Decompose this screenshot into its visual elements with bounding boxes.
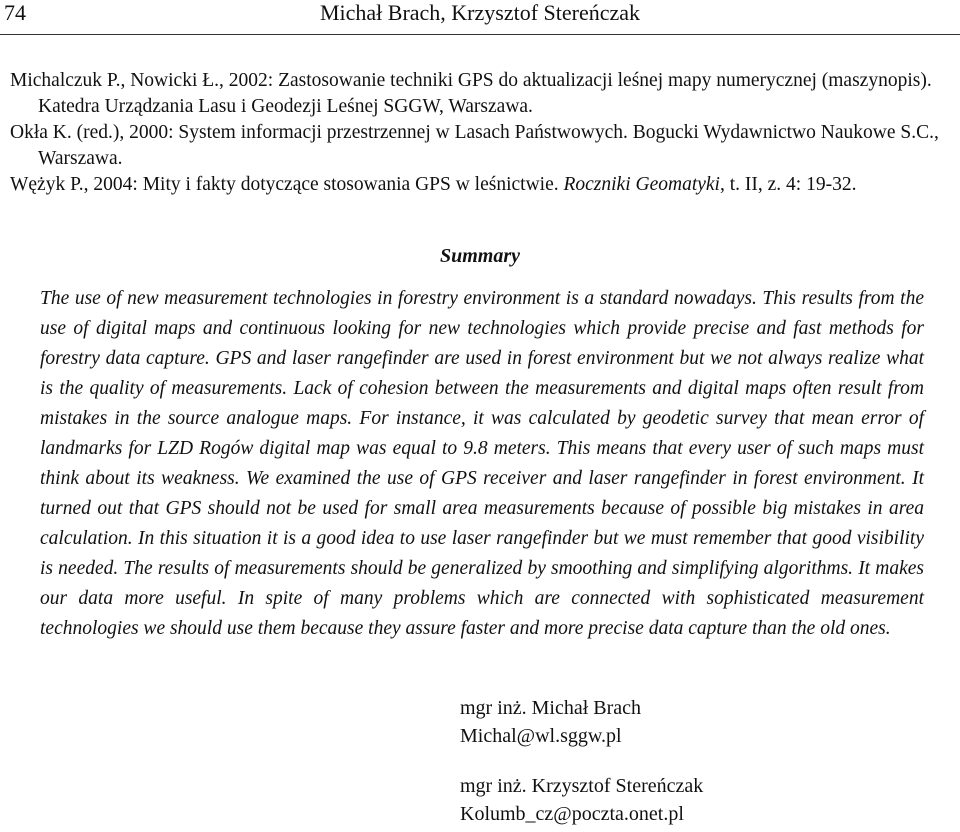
reference-item [10,120,950,172]
author-spacer [460,750,703,772]
reference-list [10,68,950,198]
reference-text: Okła K. (red.), 2000: System informacji przestrzennej w Lasach Państwowych. Bogucki Wydawnictwo Naukowe S.C., Warszawa. [10,122,939,169]
author-block [460,694,703,828]
reference-journal: Roczniki Geomatyki [563,174,720,195]
reference-tail: , t. II, z. 4: 19-32. [719,174,857,195]
page-number: 74 [4,0,26,25]
author-name: mgr inż. Krzysztof Stereńczak [460,775,704,797]
summary-title: Summary [439,245,521,267]
page-header [0,0,960,40]
header-rule [0,34,960,35]
running-title: Michał Brach, Krzysztof Stereńczak [319,0,641,25]
author-email[interactable]: Kolumb_cz@poczta.onet.pl [460,803,684,825]
summary-body: The use of new measurement technologies in forestry environment is a standard nowadays. This results from the use of digital maps and continuous looking for new technologies which provide precise and fast methods for forestry data capture. GPS and laser rangefinder are used in forest environment but we not always realize what is the quality of measurements. Lack of cohesion between the measurements and digital maps often result from mistakes in the source analogue maps. For instance, it was calculated by geodetic survey that mean error of landmarks for LZD Rogów digital map was equal to 9.8 meters. This means that every user of such maps must think about its weakness. We examined the use of GPS receiver and laser rangefinder in forest environment. It turned out that GPS should not be used for small area measurements because of possible big mistakes in area calculation. In this situation it is a good idea to use laser rangefinder but we must remember that good visibility is needed. The results of measurements should be generalized by smoothing and simplifying algorithms. It makes our data more useful. In spite of many problems which are connected with sophisticated measurement technologies we should use them because they assure faster and more precise data capture than the old ones. [40,288,924,639]
reference-text: Wężyk P., 2004: Mity i fakty dotyczące stosowania GPS w leśnictwie. [10,174,564,195]
reference-item [10,68,950,120]
author-email[interactable]: Michal@wl.sggw.pl [460,725,622,747]
author-name: mgr inż. Michał Brach [460,697,642,719]
reference-item [10,172,950,198]
reference-text: Michalczuk P., Nowicki Ł., 2002: Zastosowanie techniki GPS do aktualizacji leśnej mapy numerycznej (maszynopis). Katedra Urządzania Lasu i Geodezji Leśnej SGGW, Warszawa. [10,70,932,117]
